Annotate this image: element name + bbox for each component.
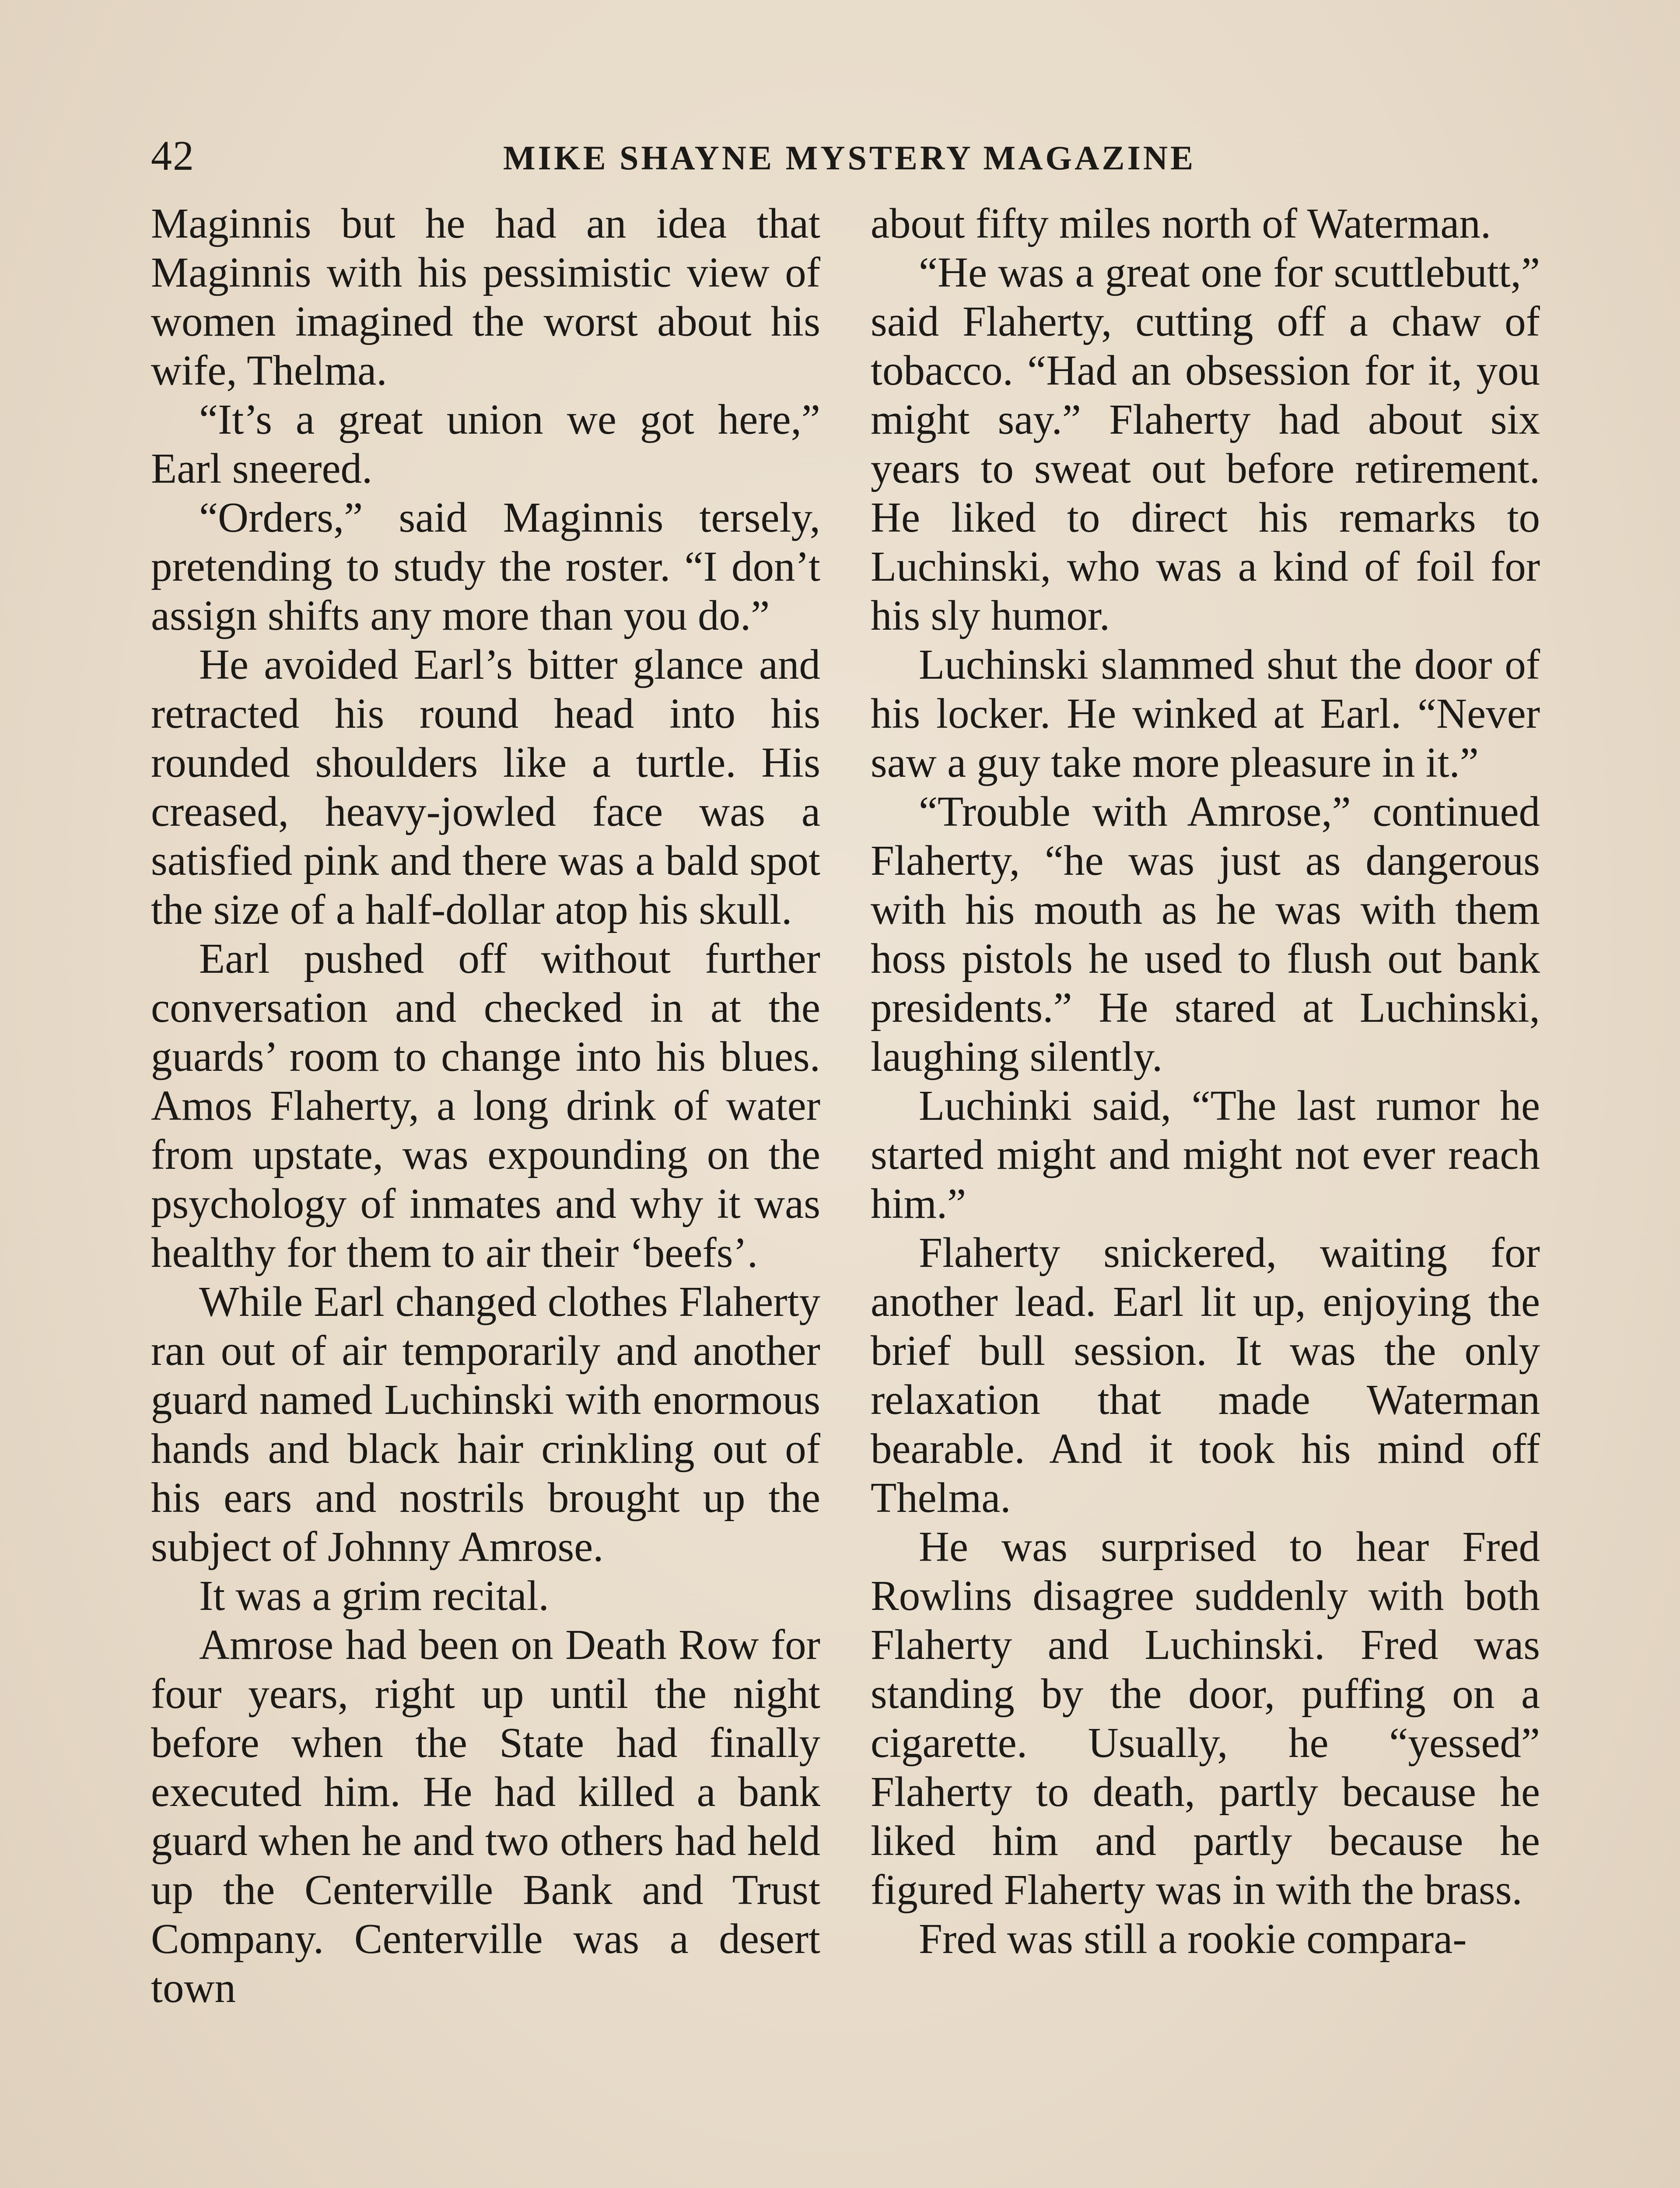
paragraph: Amrose had been on Death Row for four years, right up until the night before when the State had finally executed him. He had killed a bank guard when he and two others had held up the Centerville Bank and Trust Company. Centerville was a desert town — [151, 1621, 820, 2011]
paragraph: “Trouble with Amrose,” continued Flaherty, “he was just as dangerous with his mouth as he was with them hoss pistols he used to flush out bank presidents.” He stared at Luchinski, laughing silently. — [871, 788, 1540, 1080]
page-header — [151, 130, 1538, 186]
paragraph: While Earl changed clothes Flaherty ran out of air temporarily and another guard named Luchinski with enormous hands and black hair crinkling out of his ears and nostrils brought up the subject of Johnny Amrose. — [151, 1278, 820, 1570]
paragraph: Luchinski slammed shut the door of his locker. He winked at Earl. “Never saw a guy take more pleasure in it.” — [871, 641, 1540, 786]
paragraph: about fifty miles north of Waterman. — [871, 200, 1491, 247]
paragraph: Luchinki said, “The last rumor he started might and might not ever reach him.” — [871, 1082, 1540, 1227]
paragraph: Maginnis but he had an idea that Maginnis with his pessimistic view of women imagined the worst about his wife, Thelma. — [151, 200, 820, 394]
running-title: MIKE SHAYNE MYSTERY MAGAZINE — [503, 139, 1196, 177]
right-text-column — [871, 199, 1540, 1964]
paragraph: Fred was still a rookie compara- — [919, 1915, 1467, 1962]
paragraph: “Orders,” said Maginnis tersely, pretending to study the roster. “I don’t assign shifts any more than you do.” — [151, 494, 820, 639]
left-text-column — [151, 199, 820, 2013]
paragraph: Earl pushed off without further conversation and checked in at the guards’ room to change into his blues. Amos Flaherty, a long drink of water from upstate, was expounding on the psychology of inmates and why it was healthy for them to air their ‘beefs’. — [151, 935, 820, 1276]
paragraph: “He was a great one for scuttlebutt,” said Flaherty, cutting off a chaw of tobacco. “Had an obsession for it, you might say.” Flaherty had about six years to sweat out before retirement. He liked to direct his remarks to Luchinski, who was a kind of foil for his sly humor. — [871, 249, 1540, 639]
paragraph: He was surprised to hear Fred Rowlins disagree suddenly with both Flaherty and Luchinski. Fred was standing by the door, puffing on a cigarette. Usually, he “yessed” Flaherty to death, partly because he liked him and partly because he figured Flaherty was in with the brass. — [871, 1523, 1540, 1913]
paragraph: It was a grim recital. — [199, 1572, 549, 1619]
paragraph: Flaherty snickered, waiting for another lead. Earl lit up, enjoying the brief bull session. It was the only relaxation that made Waterman bearable. And it took his mind off Thelma. — [871, 1229, 1540, 1521]
paragraph: “It’s a great union we got here,” Earl sneered. — [151, 396, 820, 492]
page-number: 42 — [151, 132, 195, 179]
paragraph: He avoided Earl’s bitter glance and retracted his round head into his rounded shoulders like a turtle. His creased, heavy-jowled face was a satisfied pink and there was a bald spot the size of a half-dollar atop his skull. — [151, 641, 820, 933]
